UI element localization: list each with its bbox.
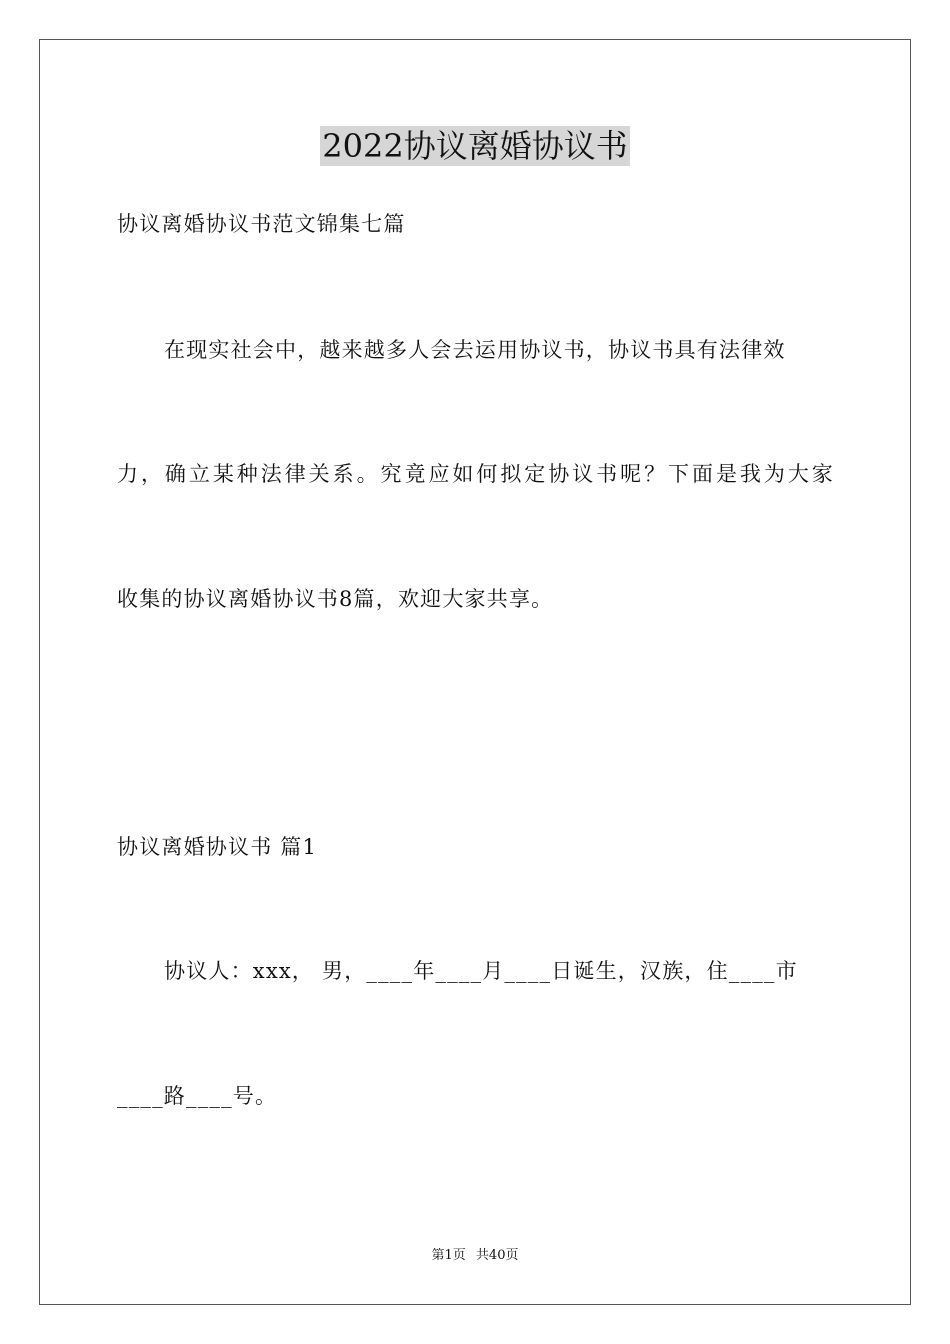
document-title: 2022协议离婚协议书 (322, 127, 628, 165)
document-subtitle: 协议离婚协议书范文锦集七篇 (117, 212, 406, 236)
intro-line-1: 在现实社会中，越来越多人会去运用协议书，协议书具有法律效 (164, 338, 786, 362)
page-footer: 第1页 共40页 (431, 1248, 519, 1263)
section-line-2: ____路____号。 (117, 1084, 278, 1108)
intro-line-2: 力，确立某种法律关系。究竟应如何拟定协议书呢？下面是我为大家 (117, 462, 834, 486)
intro-line-3: 收集的协议离婚协议书8篇，欢迎大家共享。 (117, 587, 554, 611)
section-heading: 协议离婚协议书 篇1 (117, 835, 318, 859)
section-line-1: 协议人：xxx， 男，____年____月____日诞生，汉族，住____市 (164, 959, 798, 983)
title-container (0, 126, 950, 166)
